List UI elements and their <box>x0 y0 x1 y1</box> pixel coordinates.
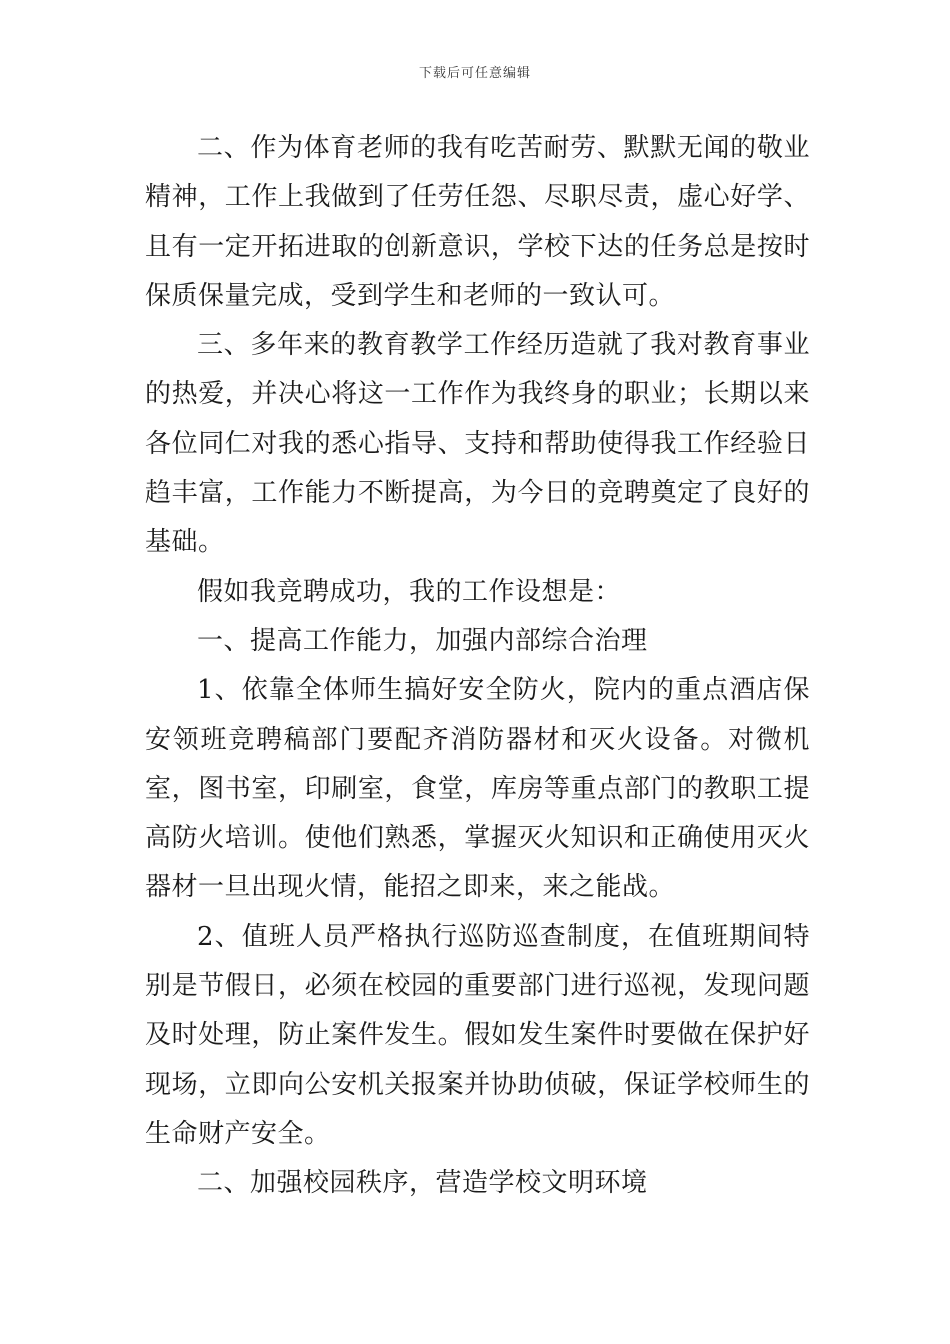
paragraph-2-dedication: 二、作为体育老师的我有吃苦耐劳、默默无闻的敬业精神，工作上我做到了任劳任怨、尽职尽责，虚心好学、且有一定开拓进取的创新意识，学校下达的任务总是按时保质保量完成，受到学生和老师的一致认可。 <box>145 133 810 311</box>
section-heading-2: 二、加强校园秩序，营造学校文明环境 <box>197 1168 648 1199</box>
document-body <box>145 124 810 1209</box>
paragraph-patrol-duty: 2、值班人员严格执行巡防巡查制度，在值班期间特别是节假日，必须在校园的重要部门进行巡视，发现问题及时处理，防止案件发生。假如发生案件时要做在保护好现场，立即向公安机关报案并协助侦破，保证学校师生的生命财产安全。 <box>145 921 810 1149</box>
paragraph-plan-intro: 假如我竞聘成功，我的工作设想是： <box>197 576 622 607</box>
paragraph-fire-safety: 1、依靠全体师生搞好安全防火，院内的重点酒店保安领班竞聘稿部门要配齐消防器材和灭火设备。对微机室，图书室，印刷室，食堂，库房等重点部门的教职工提高防火培训。使他们熟悉，掌握灭火知识和正确使用灭火器材一旦出现火情，能招之即来，来之能战。 <box>145 675 810 903</box>
paragraph-3-experience: 三、多年来的教育教学工作经历造就了我对教育事业的热爱，并决心将这一工作作为我终身的职业；长期以来各位同仁对我的悉心指导、支持和帮助使得我工作经验日趋丰富，工作能力不断提高，为今日的竞聘奠定了良好的基础。 <box>145 330 810 558</box>
section-heading-1: 一、提高工作能力，加强内部综合治理 <box>197 625 648 656</box>
page-header-note: 下载后可任意编辑 <box>418 66 531 81</box>
